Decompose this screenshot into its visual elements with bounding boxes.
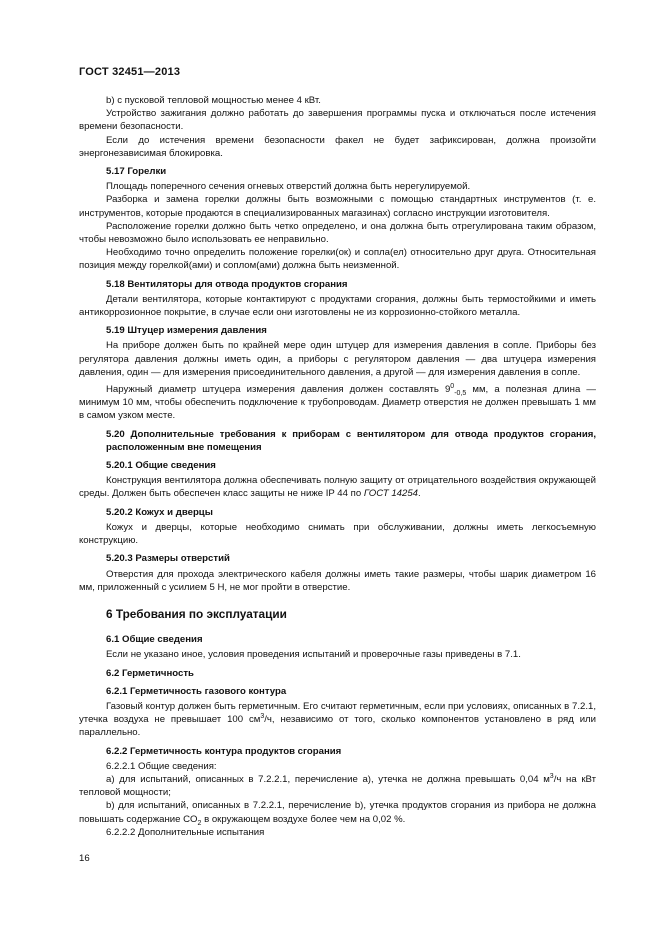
paragraph: Если не указано иное, условия проведения испытаний и проверочные газы приведены в 7.1.	[106, 649, 521, 661]
paragraph: Необходимо точно определить положение горелки(ок) и сопла(ел) относительно друг друга. Относительная позиция между горелкой(ами) и соплом(ами) должна быть неизменной.	[79, 247, 596, 272]
text-run: Наружный диаметр штуцера измерения давления должен составлять 9	[106, 384, 451, 396]
text-run: в окружающем воздухе более чем на 0,02 %.	[201, 813, 406, 825]
paragraph: Площадь поперечного сечения огневых отверстий должна быть нерегулируемой.	[106, 181, 471, 193]
paragraph: Если до истечения времени безопасности факел не будет зафиксирован, должна произойти энергонезависимая блокировка.	[79, 134, 596, 159]
paragraph	[79, 799, 596, 825]
section-heading-6-2-1: 6.2.1 Герметичность газового контура	[106, 685, 287, 697]
text-run: .	[418, 488, 421, 500]
section-heading-5-19: 5.19 Штуцер измерения давления	[106, 325, 267, 337]
section-heading-6-1: 6.1 Общие сведения	[106, 634, 203, 646]
section-heading-5-20-3: 5.20.3 Размеры отверстий	[106, 553, 230, 565]
paragraph: Разборка и замена горелки должны быть возможными с помощью стандартных инструментов (т. е. инструментов, которые продаются в специализированных магазинах) согласно инструкции изготовителя.	[79, 194, 596, 219]
paragraph: На приборе должен быть по крайней мере один штуцер для измерения давления в сопле. Приборы без регулятора давления должны иметь один, а приборы с регулятором давления — два штуцера измерения давления, один — для измерения присоединительного давления, а другой — для измерения давления в сопле.	[79, 340, 596, 378]
standard-reference: ГОСТ 14254	[363, 488, 419, 500]
text-run: /ч, независимо от того, сколько компонентов установлено в ряд или параллельно.	[79, 714, 597, 739]
paragraph	[79, 383, 596, 423]
paragraph: Устройство зажигания должно работать до завершения программы пуска и отключаться после истечения времени безопасности.	[79, 108, 596, 133]
paragraph: 6.2.2.2 Дополнительные испытания	[106, 826, 265, 838]
paragraph: Кожух и дверцы, которые необходимо снимать при обслуживании, должны иметь легкосъемную конструкцию.	[79, 521, 596, 547]
text-run: а) для испытаний, описанных в 7.2.2.1, перечисление а), утечка не должна превышать 0,04 м	[106, 773, 550, 785]
superscript: 3	[260, 712, 265, 720]
paragraph	[79, 700, 596, 740]
paragraph	[79, 474, 596, 500]
document-body	[79, 94, 596, 839]
text-run: Газовый контур должен быть герметичным. Его считают герметичным, если при условиях, описанных в 7.2.1, утечка воздуха не превышает 100 см	[79, 700, 596, 726]
page-number: 16	[79, 853, 90, 864]
text-run: /ч на кВт тепловой мощности;	[79, 773, 596, 799]
superscript: 0	[450, 382, 455, 390]
paragraph: Расположение горелки должно быть четко определено, и она должна быть отрегулирована таким образом, чтобы невозможно было использовать ее неправильно.	[79, 220, 596, 246]
paragraph: Отверстия для прохода электрического кабеля должны иметь такие размеры, чтобы шарик диаметром 16 мм, приложенный с усилием 5 Н, не мог пройти в отверстие.	[79, 568, 596, 593]
paragraph	[79, 773, 596, 799]
paragraph: b) с пусковой тепловой мощностью менее 4 кВт.	[106, 95, 321, 106]
section-heading-5-20: 5.20 Дополнительные требования к приборам с вентилятором для отвода продуктов сгорания, расположенным вне помещения	[106, 428, 596, 453]
section-heading-5-20-2: 5.20.2 Кожух и дверцы	[106, 506, 213, 518]
paragraph: Детали вентилятора, которые контактируют с продуктами сгорания, должны быть термостойкими и иметь антикоррозионное покрытие, в случае если они изготовлены не из коррозионно-стойкого металла.	[79, 293, 596, 319]
text-run: Конструкция вентилятора должна обеспечивать полную защиту от отрицательного воздействия окружающей среды. Должен быть обеспечен класс защиты не ниже IP 44 по	[79, 475, 596, 500]
document-header: ГОСТ 32451—2013	[79, 66, 181, 78]
section-heading-5-18: 5.18 Вентиляторы для отвода продуктов сгорания	[106, 278, 348, 290]
section-heading-5-20-1: 5.20.1 Общие сведения	[106, 460, 216, 472]
text-run: мм, а полезная длина — минимум 10 мм, чтобы обеспечить подключение к трубопроводам. Диаметр отверстия не должен превышать 1 мм в самом узком месте.	[79, 384, 596, 422]
text-run: b) для испытаний, описанных в 7.2.2.1, перечисление b), утечка продуктов сгорания из прибора не должна повышать содержание CO	[79, 800, 596, 825]
superscript: 3	[549, 772, 554, 780]
paragraph: 6.2.2.1 Общие сведения:	[106, 760, 217, 772]
section-heading-6-2: 6.2 Герметичность	[106, 667, 194, 679]
section-heading-6-2-2: 6.2.2 Герметичность контура продуктов сгорания	[106, 745, 342, 757]
subscript: -0,5	[454, 389, 467, 397]
chapter-heading-6: 6 Требования по эксплуатации	[106, 606, 287, 621]
subscript: 2	[197, 819, 202, 827]
section-heading-5-17: 5.17 Горелки	[106, 166, 167, 178]
